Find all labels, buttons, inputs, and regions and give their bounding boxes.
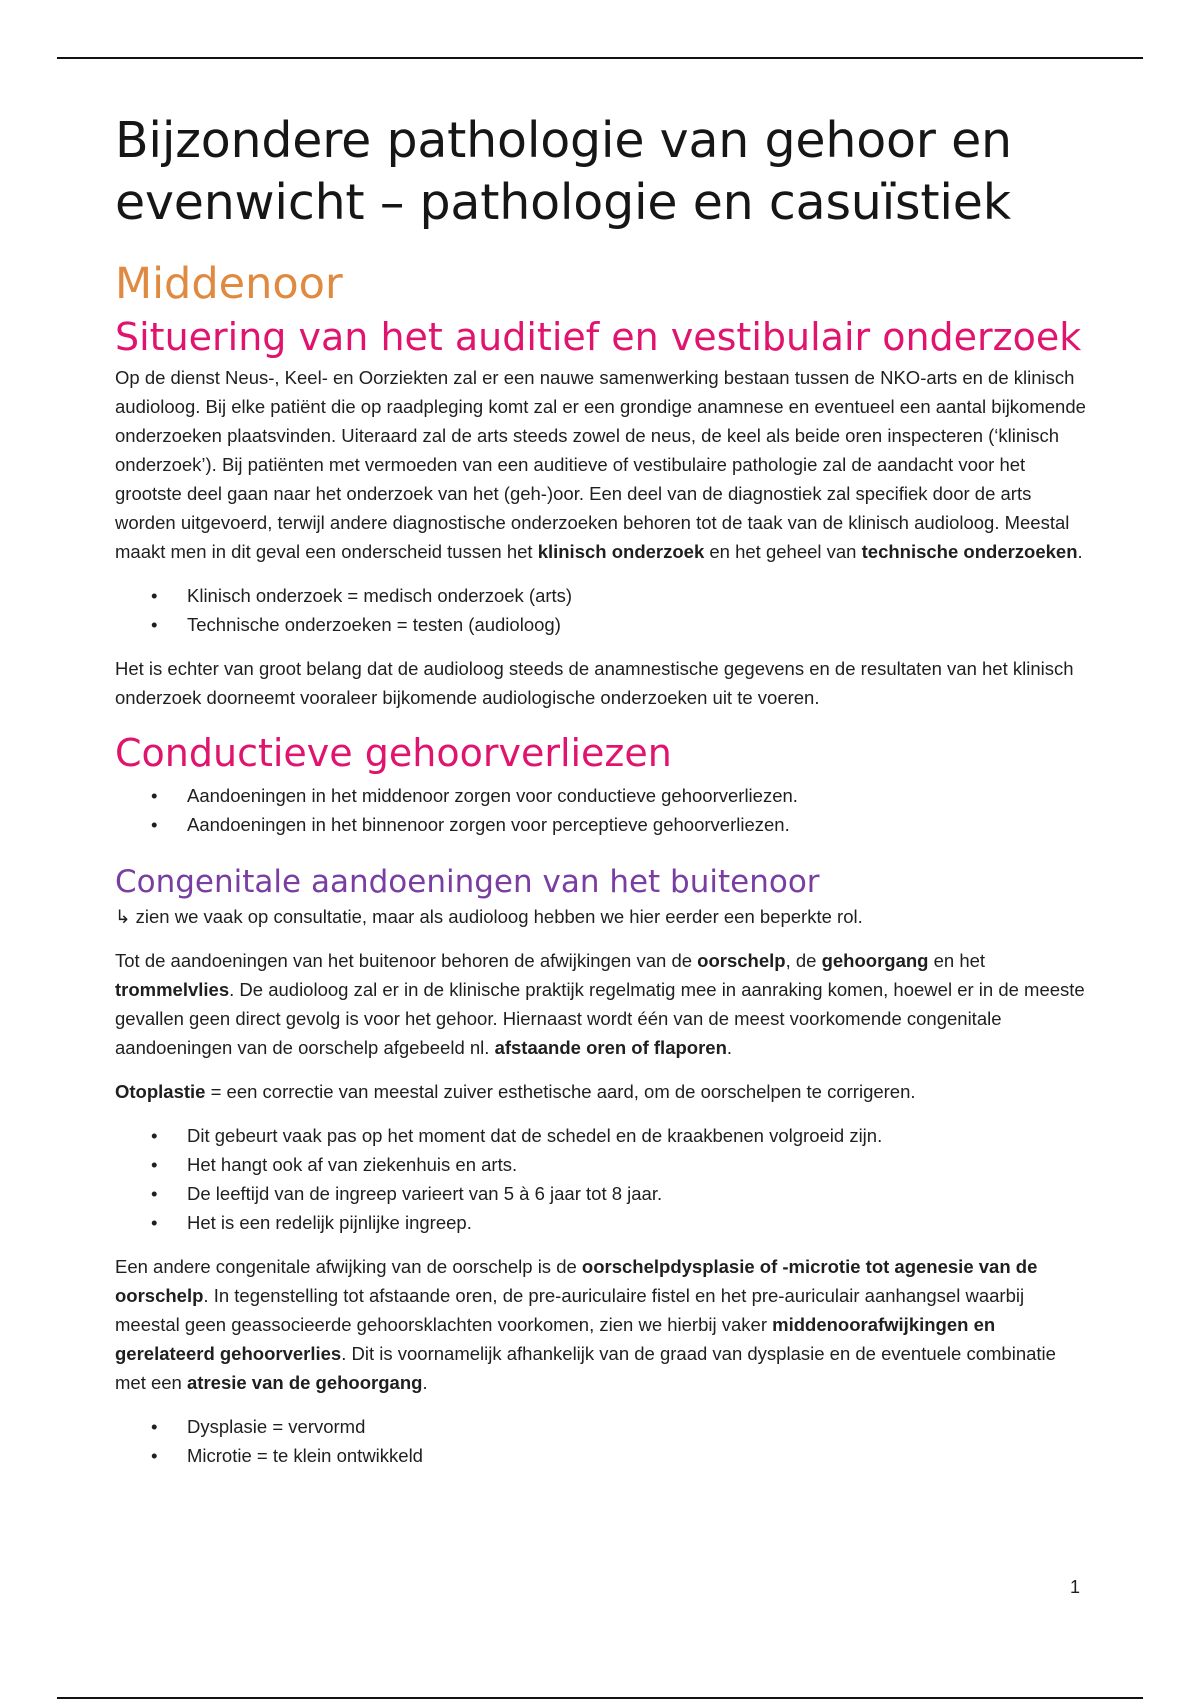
bullet-icon: • [151,614,158,635]
text-run: = een correctie van meestal zuiver esthetische aard, om de oorschelpen te corrigeren. [205,1081,916,1102]
bullet-icon: • [151,1125,158,1146]
list-item [115,581,1090,610]
bold-term: oorschelp [697,950,786,971]
list-item-text: Het is een redelijk pijnlijke ingreep. [187,1212,472,1233]
footer-rule [57,1697,1143,1699]
chapter-heading-situering: Situering van het auditief en vestibulair onderzoek [115,315,1082,359]
paragraph-buitenoor [115,946,1090,1062]
bullet-list-definities [115,1412,1090,1470]
list-item [115,781,1090,810]
text-run: . Dit is voornamelijk afhankelijk van de graad van dysplasie en de eventuele combinatie met een [115,1343,1056,1393]
list-item-text: De leeftijd van de ingreep varieert van 5 à 6 jaar tot 8 jaar. [187,1183,663,1204]
bold-term: oorschelpdysplasie of -microtie tot agenesie van de oorschelp [115,1256,1038,1306]
bullet-icon: • [151,1445,158,1466]
list-item [115,810,1090,839]
bold-term: atresie van de gehoorgang [187,1372,423,1393]
text-run: en het [928,950,986,971]
bullet-icon: • [151,1212,158,1233]
document-page [115,110,1090,1470]
bold-term: technische onderzoeken [861,541,1078,562]
bold-term: afstaande oren of flaporen [494,1037,727,1058]
bullet-icon: • [151,585,158,606]
chapter-heading-conductief: Conductieve gehoorverliezen [115,731,672,775]
part-heading: Middenoor [115,259,343,309]
bullet-icon: • [151,814,158,835]
list-item [115,1208,1090,1237]
header-rule [57,57,1143,59]
text-run: en het geheel van [704,541,862,562]
list-item [115,1441,1090,1470]
bold-term: klinisch onderzoek [537,541,705,562]
text-run: Een andere congenitale afwijking van de oorschelp is de [115,1256,582,1277]
list-item [115,610,1090,639]
list-item-text: Aandoeningen in het binnenoor zorgen voor perceptieve gehoorverliezen. [187,814,790,835]
bullet-icon: • [151,1154,158,1175]
bullet-list-onderzoek [115,581,1090,639]
list-item [115,1412,1090,1441]
bold-term: gehoorgang [821,950,929,971]
list-item [115,1179,1090,1208]
bold-term: middenoorafwijkingen en gerelateerd gehoorverlies [115,1314,996,1364]
text-run: . In tegenstelling tot afstaande oren, de pre-auriculaire fistel en het pre-auriculair aanhangsel waarbij meestal geen geassocieerde gehoorsklachten voorkomen, zien we hierbij vaker [115,1285,1025,1335]
paragraph-audioloog: Het is echter van groot belang dat de audioloog steeds de anamnestische gegevens en de resultaten van het klinisch onderzoek doorneemt vooraleer bijkomende audiologische onderzoeken uit te voeren. [115,658,1074,708]
bullet-icon: • [151,1183,158,1204]
paragraph-intro [115,363,1090,566]
bullet-list-otoplastie [115,1121,1090,1237]
bold-term: Otoplastie [115,1081,206,1102]
text-run: . [1077,541,1083,562]
list-item-text: Microtie = te klein ontwikkeld [187,1445,423,1466]
list-item-text: Dysplasie = vervormd [187,1416,366,1437]
paragraph-dysplasie [115,1252,1090,1397]
list-item-text: Het hangt ook af van ziekenhuis en arts. [187,1154,518,1175]
list-item [115,1121,1090,1150]
list-item [115,1150,1090,1179]
list-item-text: Technische onderzoeken = testen (audioloog) [187,614,561,635]
list-item-text: Klinisch onderzoek = medisch onderzoek (arts) [187,585,573,606]
text-run: , de [785,950,822,971]
bold-term: trommelvlies [115,979,230,1000]
paragraph-otoplastie [115,1077,1090,1106]
page-number: 1 [1070,1577,1081,1597]
list-item-text: Aandoeningen in het middenoor zorgen voor conductieve gehoorverliezen. [187,785,798,806]
text-run: Op de dienst Neus-, Keel- en Oorziekten zal er een nauwe samenwerking bestaan tussen de NKO-arts en de klinisch audioloog. Bij elke patiënt die op raadpleging komt zal er een grondige anamnese en eventueel een aantal bijkomende onderzoeken plaatsvinden. Uiteraard zal de arts steeds zowel de neus, de keel als beide oren inspecteren (‘klinisch onderzoek’). Bij patiënten met vermoeden van een auditieve of vestibulaire pathologie zal de aandacht voor het grootste deel gaan naar het onderzoek van het (geh-)oor. Een deel van de diagnostiek zal specifiek door de arts worden uitgevoerd, terwijl andere diagnostische onderzoeken behoren tot de taak van de klinisch audioloog. Meestal maakt men in dit geval een onderscheid tussen het [115,367,1086,562]
bullet-list-aandoeningen [115,781,1090,839]
document-title: Bijzondere pathologie van gehoor en evenwicht – pathologie en casuïstiek [115,112,1012,231]
bullet-icon: • [151,1416,158,1437]
list-item-text: Dit gebeurt vaak pas op het moment dat de schedel en de kraakbenen volgroeid zijn. [187,1125,883,1146]
text-run: . [726,1037,733,1058]
section-heading-buitenoor: Congenitale aandoeningen van het buitenoor [115,864,820,900]
text-run: Tot de aandoeningen van het buitenoor behoren de afwijkingen van de [115,950,698,971]
arrow-note: ↳ zien we vaak op consultatie, maar als audioloog hebben we hier eerder een beperkte rol. [115,906,863,927]
text-run: . De audioloog zal er in de klinische praktijk regelmatig mee in aanraking komen, hoewel er in de meeste gevallen geen direct gevolg is voor het gehoor. Hiernaast wordt één van de meest voorkomende congenitale aandoeningen van de oorschelp afgebeeld nl. [115,979,1085,1058]
bullet-icon: • [151,785,158,806]
text-run: . [422,1372,428,1393]
